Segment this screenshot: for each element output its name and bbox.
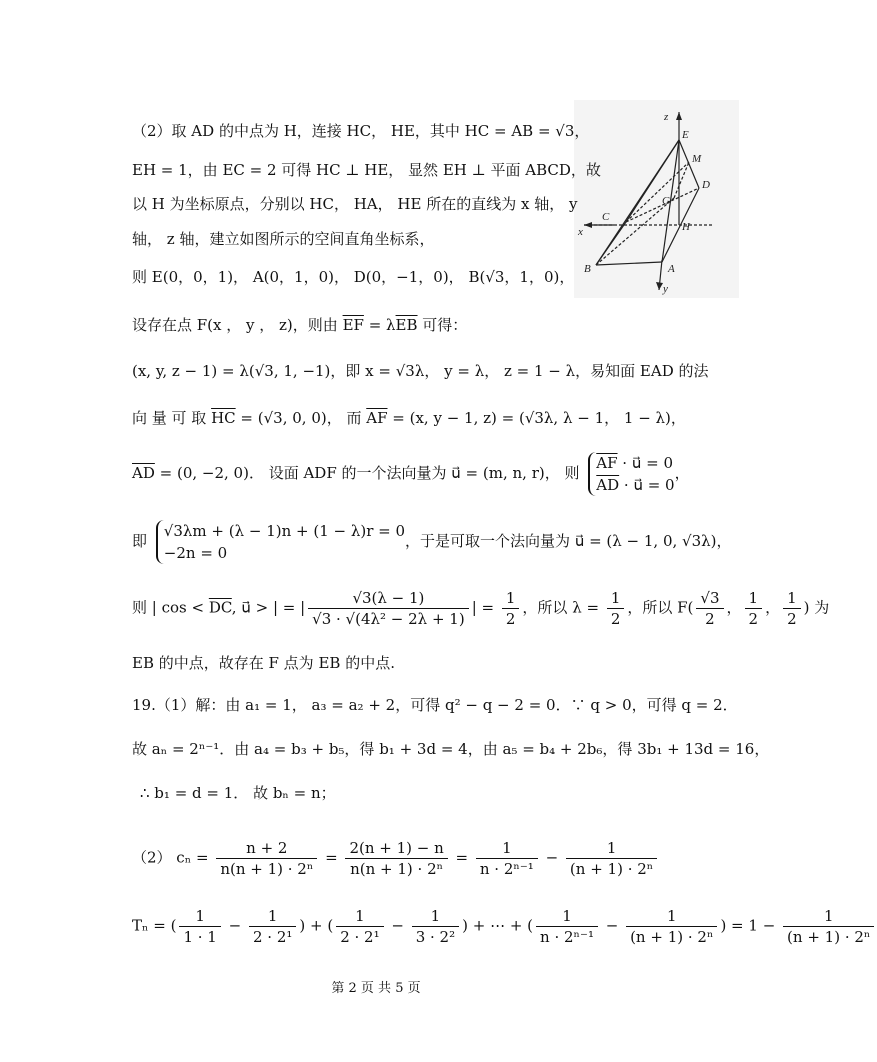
vector-EB: $\overline{EB}$ <box>395 316 418 334</box>
q19-line4 <box>132 838 660 879</box>
denominator: n · 2ⁿ⁻¹ <box>479 860 534 878</box>
text: | = <box>471 598 499 617</box>
label-E: E <box>682 129 689 141</box>
denominator: n(n + 1) · 2ⁿ <box>220 860 314 878</box>
equation-system <box>156 520 405 564</box>
vector-AF: $\overline{AF}$ <box>366 409 388 427</box>
fraction <box>566 838 657 879</box>
denominator: 2 <box>748 610 759 628</box>
part2-line10 <box>132 520 732 564</box>
text: 即 <box>132 532 148 550</box>
fraction <box>308 588 469 629</box>
geometry-figure <box>574 100 739 298</box>
part2-line11 <box>132 588 829 629</box>
fraction <box>626 906 717 947</box>
q19-line2: 故 aₙ = 2ⁿ⁻¹．由 a₄ = b₃ + b₅，得 b₁ + 3d = 4，由 a₅ = b₄ + 2b₆，得 3b₁ + 13d = 16， <box>132 740 770 758</box>
vector-HC: $\overline{HC}$ <box>211 409 236 427</box>
label-G: G <box>662 195 670 207</box>
denominator: 2 <box>610 610 621 628</box>
text: ， <box>765 598 781 617</box>
denominator: (n + 1) · 2ⁿ <box>630 928 714 946</box>
numerator: 1 <box>179 906 220 927</box>
q19-line5 <box>132 906 877 947</box>
label-D: D <box>702 179 710 191</box>
label-A: A <box>668 263 675 275</box>
text: 向 量 可 取 <box>132 409 212 427</box>
fraction <box>216 838 317 879</box>
fraction <box>249 906 296 947</box>
denominator: 2 <box>787 610 797 628</box>
vector-AD: $\overline{AD}$ <box>132 464 155 482</box>
label-B: B <box>584 263 591 275</box>
label-z: z <box>664 111 669 123</box>
part2-line12: EB 的中点，故存在 F 点为 EB 的中点. <box>132 654 395 672</box>
text: ，所以 F( <box>627 598 694 617</box>
label-H: H <box>682 221 690 233</box>
text: = (√3, 0, 0)， 而 <box>235 409 367 427</box>
label-y: y <box>663 283 668 295</box>
part2-line6 <box>132 314 467 336</box>
denominator: (n + 1) · 2ⁿ <box>569 860 654 878</box>
fraction <box>179 906 220 947</box>
numerator: 1 <box>745 588 763 609</box>
text: ， <box>674 464 690 482</box>
q19-line1: 19.（1）解：由 a₁ = 1， a₃ = a₂ + 2，可得 q² − q − 2 = 0．∵ q > 0，可得 q = 2． <box>132 696 738 714</box>
part2-line3: 以 H 为坐标原点，分别以 HC， HA， HE 所在的直线为 x 轴， y <box>132 195 578 213</box>
numerator: 1 <box>566 838 657 859</box>
numerator: 1 <box>607 588 625 609</box>
part2-line8 <box>132 407 686 429</box>
equation-system <box>588 452 674 496</box>
denominator: n(n + 1) · 2ⁿ <box>350 860 444 878</box>
text: − <box>223 916 246 935</box>
numerator: 1 <box>476 838 538 859</box>
text: ) 为 <box>803 598 830 617</box>
text: = (0, −2, 0)． 设面 ADF 的一个法向量为 u⃗ = (m, n, r)， 则 <box>154 464 580 482</box>
text: Tₙ = ( <box>132 916 177 935</box>
text: 可得： <box>417 316 468 334</box>
fraction <box>696 588 723 629</box>
denominator: 1 · 1 <box>183 928 217 946</box>
vector-AD: $\overline{AD}$ <box>596 476 620 494</box>
text: − <box>540 848 563 867</box>
denominator: 2 · 2¹ <box>340 928 380 946</box>
part2-line2: EH = 1，由 EC = 2 可得 HC ⊥ HE， 显然 EH ⊥ 平面 ABCD，故 <box>132 161 601 179</box>
pyramid-diagram <box>574 100 739 298</box>
numerator: 1 <box>626 906 717 927</box>
text: 设存在点 F(x ， y ， z)，则由 <box>132 316 343 334</box>
denominator: 2 <box>505 610 516 628</box>
fraction <box>745 588 763 629</box>
fraction <box>412 906 459 947</box>
equation: √3λm + (λ − 1)n + (1 − λ)r = 0 <box>163 522 406 540</box>
denominator: √3 · √(4λ² − 2λ + 1) <box>312 610 465 628</box>
denominator: 2 · 2¹ <box>252 928 293 946</box>
numerator: 2(n + 1) − n <box>345 838 447 859</box>
numerator: n + 2 <box>216 838 317 859</box>
vector-EF: $\overline{EF}$ <box>342 316 364 334</box>
text: ) + ( <box>299 916 334 935</box>
text: = (x, y − 1, z) = (√3λ, λ − 1， 1 − λ)， <box>387 409 686 427</box>
text: ，于是可取一个法向量为 u⃗ = (λ − 1, 0, √3λ)， <box>405 532 732 550</box>
numerator: √3 <box>696 588 723 609</box>
numerator: 1 <box>249 906 296 927</box>
fraction <box>783 588 801 629</box>
fraction <box>502 588 520 629</box>
fraction <box>607 588 625 629</box>
fraction <box>336 906 383 947</box>
text: = λ <box>363 316 396 334</box>
part2-line7: (x, y, z − 1) = λ(√3, 1, −1)，即 x = √3λ， y = λ， z = 1 − λ，易知面 EAD 的法 <box>132 362 709 380</box>
text: − <box>600 916 624 935</box>
denominator: 3 · 2² <box>415 928 456 946</box>
text: ，所以 λ = <box>522 598 604 617</box>
fraction <box>345 838 447 879</box>
text: − <box>386 916 409 935</box>
text: ， <box>726 598 742 617</box>
text: （2） cₙ = <box>132 848 214 867</box>
text: = <box>320 848 343 867</box>
page-footer: 第 2 页 共 5 页 <box>331 981 421 996</box>
part2-line5: 则 E(0，0，1)， A(0，1，0)， D(0，−1，0)， B(√3，1，0)， <box>132 268 575 286</box>
text: 则 | cos < <box>132 598 209 617</box>
fraction <box>783 906 874 947</box>
numerator: 1 <box>783 588 801 609</box>
vector-DC: $\overline{DC}$ <box>208 598 232 617</box>
denominator: 2 <box>705 610 715 628</box>
fraction <box>536 906 598 947</box>
numerator: 1 <box>783 906 874 927</box>
numerator: 1 <box>336 906 383 927</box>
numerator: 1 <box>412 906 459 927</box>
part2-line9 <box>132 452 690 496</box>
numerator: 1 <box>502 588 520 609</box>
text: = <box>450 848 473 867</box>
text: ) = 1 − <box>720 916 781 935</box>
fraction <box>476 838 538 879</box>
numerator: √3(λ − 1) <box>308 588 469 609</box>
text: · u⃗ = 0 <box>619 476 675 494</box>
denominator: (n + 1) · 2ⁿ <box>787 928 871 946</box>
text: , u⃗ > | = | <box>231 598 306 617</box>
label-C: C <box>602 211 610 223</box>
q19-line3: ∴ b₁ = d = 1． 故 bₙ = n； <box>140 784 336 802</box>
equation: −2n = 0 <box>163 544 228 562</box>
part2-line1: （2）取 AD 的中点为 H，连接 HC， HE，其中 HC = AB = √3， <box>132 122 590 140</box>
text: ) + ⋯ + ( <box>462 916 534 935</box>
label-x: x <box>578 226 583 238</box>
vector-AF: $\overline{AF}$ <box>596 454 618 472</box>
part2-line4: 轴， z 轴，建立如图所示的空间直角坐标系， <box>132 230 435 248</box>
numerator: 1 <box>536 906 598 927</box>
denominator: n · 2ⁿ⁻¹ <box>540 928 594 946</box>
label-M: M <box>692 153 702 165</box>
text: · u⃗ = 0 <box>617 454 673 472</box>
